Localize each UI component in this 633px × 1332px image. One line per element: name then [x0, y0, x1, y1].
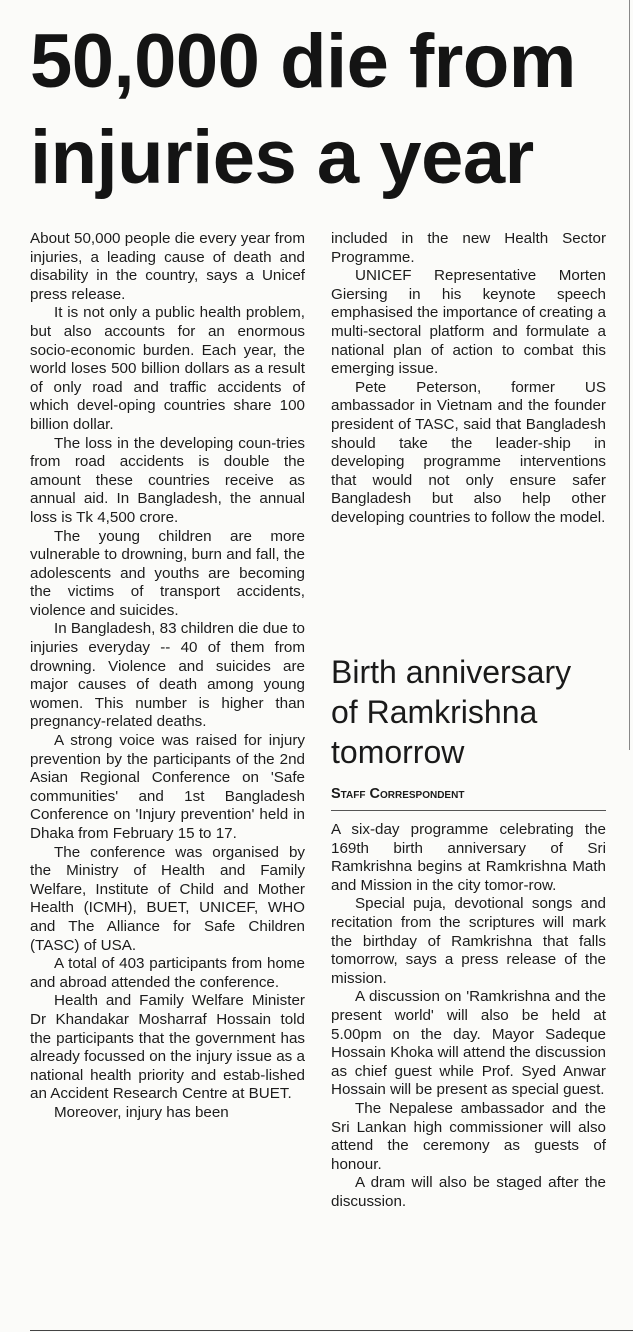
column-rule: [629, 0, 630, 750]
paragraph: It is not only a public health problem, but also accounts for an enormous socio-economic burden. Each year, the world loses 500 billion dollars as a result of only road and traffic accidents of which devel-oping countries share 100 billion dollar.: [30, 304, 305, 433]
story2-headline: Birth anniversary of Ramkrishna tomorrow: [331, 654, 572, 770]
paragraph: The Nepalese ambassador and the Sri Lankan high commissioner will also attend the ceremony as guests of honour.: [331, 1099, 606, 1173]
paragraph: The young children are more vulnerable to drowning, burn and fall, the adolescents and youths are becoming the victims of transport accidents, violence and suicides.: [30, 527, 305, 619]
paragraph: included in the new Health Sector Programme.: [331, 230, 606, 266]
paragraph: Special puja, devotional songs and recitation from the scriptures will mark the birthday of Ramkrishna that falls tomorrow, says a press release of the mission.: [331, 895, 606, 987]
paragraph: A strong voice was raised for injury prevention by the participants of the 2nd Asian Regional Conference on 'Safe communities' and 1st Bangladesh Conference on 'Injury prevention' held in Dhaka from February 15 to 17.: [30, 732, 305, 842]
paragraph: In Bangladesh, 83 children die due to injuries everyday -- 40 of them from drowning. Violence and suicides are major causes of death among young women. This number is higher than pregnancy-related deaths.: [30, 620, 305, 731]
paragraph: A total of 403 participants from home and abroad attended the conference.: [30, 955, 305, 991]
paragraph: Pete Peterson, former US ambassador in Vietnam and the founder president of TASC, said that Bangladesh should take the leader-ship in developing programme interventions that would not only ensure safer Bangladesh but also help other developing countries to follow the model.: [331, 378, 606, 526]
story2: [331, 652, 606, 1211]
byline: Staff Correspondent: [331, 786, 606, 811]
paragraph: UNICEF Representative Morten Giersing in his keynote speech emphasised the importance of creating a multi-sectoral platform and formulate a national plan of action to combat this emerging issue.: [331, 267, 606, 378]
paragraph: Health and Family Welfare Minister Dr Khandakar Mosharraf Hossain told the participants that the government has already focussed on the injury issue as a national health priority and estab-lished an Accident Research Centre at BUET.: [30, 992, 305, 1103]
headline: 50,000 die from injuries a year: [30, 19, 576, 200]
paragraph: A six-day programme celebrating the 169th birth anniversary of Sri Ramkrishna begins at Ramkrishna Math and Mission in the city tomor-row.: [331, 821, 606, 894]
paragraph: Moreover, injury has been: [54, 1103, 229, 1121]
paragraph: The loss in the developing coun-tries from road accidents is double the amount these countries receive as annual aid. In Bangladesh, the annual loss is Tk 4,500 crore.: [30, 434, 305, 526]
bottom-rule: [30, 1330, 633, 1331]
story2-body: [331, 821, 606, 1211]
paragraph: The conference was organised by the Ministry of Health and Family Welfare, Institute of Child and Mother Health (ICMH), BUET, UNICEF, WHO and The Alliance for Safe Children (TASC) of USA.: [30, 843, 305, 954]
story1-right-column: [331, 230, 606, 528]
paragraph: A discussion on 'Ramkrishna and the present world' will also be held at 5.00pm on the day. Mayor Sadeque Hossain Khoka will attend the discussion as chief guest while Prof. Syed Anwar Hossain will be present as special guest.: [331, 988, 606, 1099]
paragraph: A dram will also be staged after the discussion.: [331, 1174, 606, 1210]
paragraph: About 50,000 people die every year from injuries, a leading cause of death and disability in the country, says a Unicef press release.: [30, 230, 305, 303]
story1-left-column: [30, 230, 305, 1123]
